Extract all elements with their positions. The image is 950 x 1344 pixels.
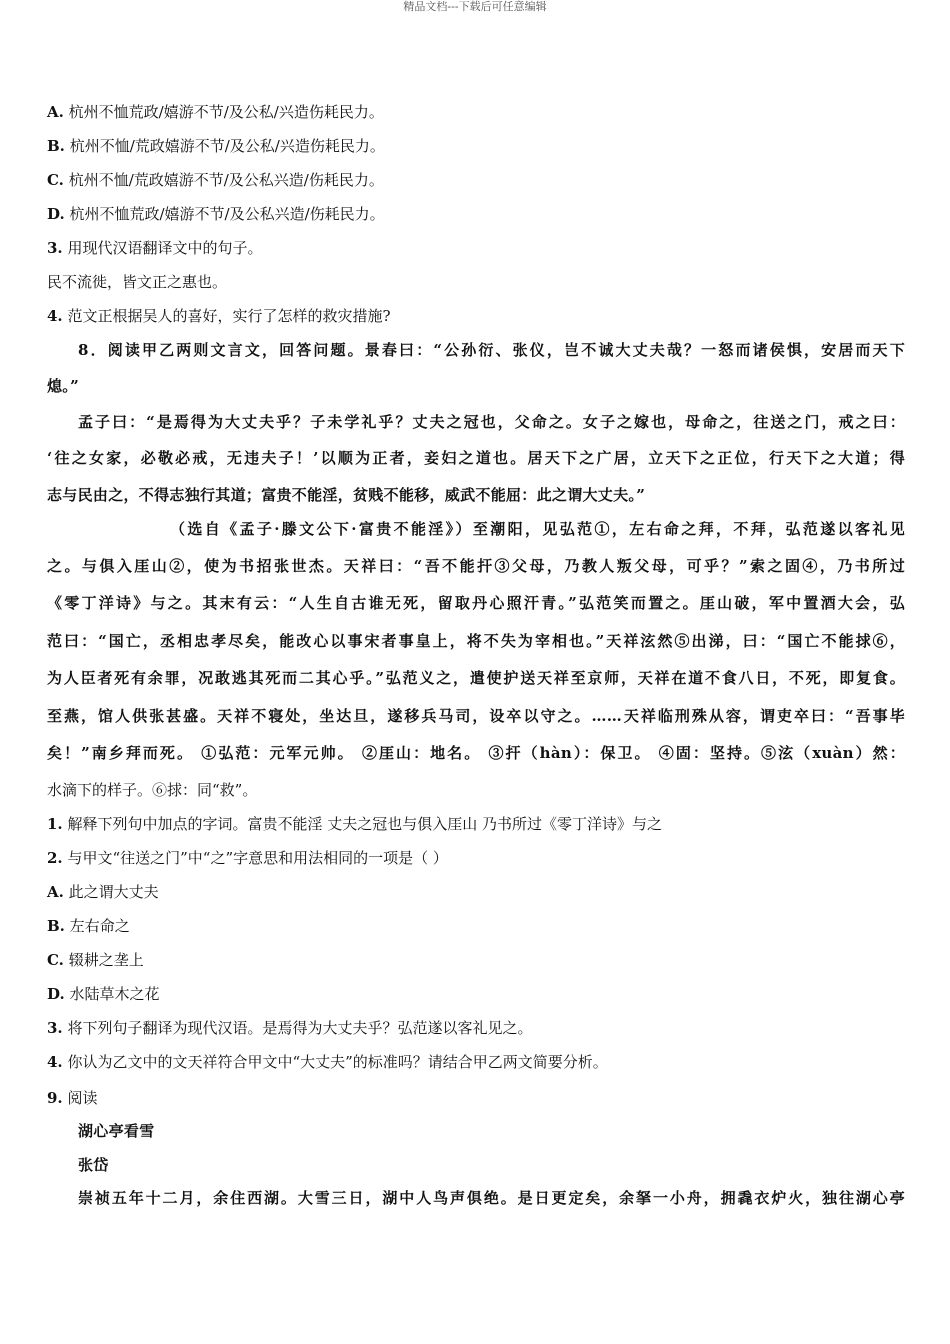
question-text: 用现代汉语翻译文中的句子。 [67,239,263,257]
page-header: 精品文档---下载后可任意编辑 [403,0,547,13]
passage-line: 为人臣者死有余罪，况敢逃其死而二其心乎。”弘范义之，遣使护送天祥至京师，天祥在道不食八日，不死，即复食。 [47,669,905,687]
option-text: 左右命之 [69,917,130,935]
option-letter: B. [47,137,65,155]
passage-line: （选自《孟子·滕文公下·富贵不能淫》）至潮阳，见弘范①，左右命之拜，不拜，弘范遂以客礼见 [170,520,905,538]
option-text: 杭州不恤/荒政嬉游不节/及公私兴造/伤耗民力。 [68,171,384,189]
translate-sentence: 民不流徙，皆文正之惠也。 [47,273,228,291]
question-text: 解释下列句中加点的字词。富贵不能淫 丈夫之冠也与俱入厓山 乃书所过《零丁洋诗》与之 [67,815,662,833]
passage-line: 孟子曰：“是焉得为大丈夫乎？子未学礼乎？丈夫之冠也，父命之。女子之嫁也，母命之，往送之门，戒之曰： [78,413,905,431]
option-text: 杭州不恤/荒政嬉游不节/及公私/兴造伤耗民力。 [69,137,385,155]
option-letter: B. [47,917,65,935]
option-d [47,984,160,1004]
passage-line: 《零丁洋诗》与之。其末有云：“人生自古谁无死，留取丹心照汗青。”弘范笑而置之。厓山破，军中置酒大会，弘 [47,594,905,612]
option-text: 水陆草木之花 [69,985,160,1003]
question-number: 2. [47,849,63,867]
question-3 [47,1018,532,1038]
option-a [47,882,159,902]
option-c [47,170,384,190]
option-b [47,136,385,156]
passage-line: ‘往之女家，必敬必戒，无违夫子！’以顺为正者，妾妇之道也。居天下之广居，立天下之正位，行天下之大道；得 [47,449,905,467]
question-text: 范文正根据吴人的喜好，实行了怎样的救灾措施? [67,307,391,325]
passage-line: 水滴下的样子。⑥捄：同“救”。 [47,781,258,799]
passage-line: 至燕，馆人供张甚盛。天祥不寝处，坐达旦，遂移兵马司，设卒以守之。……天祥临刑殊从容，谓吏卒曰：“吾事毕 [47,707,905,725]
question-4 [47,306,391,326]
question-text: 你认为乙文中的文天祥符合甲文中“大丈夫”的标准吗？请结合甲乙两文简要分析。 [67,1053,608,1071]
question-number: 1. [47,815,63,833]
passage-line: 熄。” [47,377,80,395]
option-text: 杭州不恤荒政/嬉游不节/及公私兴造/伤耗民力。 [69,205,385,223]
question-number: 3. [47,239,63,257]
option-text: 此之谓大丈夫 [68,883,159,901]
question-2 [47,848,448,868]
option-b [47,916,130,936]
option-text: 辍耕之垄上 [68,951,144,969]
passage-line: 崇祯五年十二月，余住西湖。大雪三日，湖中人鸟声俱绝。是日更定矣，余拏一小舟，拥毳衣炉火，独往湖心亭 [78,1189,905,1207]
question-number: 4. [47,1053,63,1071]
passage-line: 志与民由之，不得志独行其道；富贵不能淫，贫贱不能移，威武不能屈：此之谓大丈夫。” [47,486,646,504]
poem-author: 张岱 [78,1156,109,1174]
question-9 [47,1088,97,1108]
question-number: 9. [47,1089,63,1107]
question-1 [47,814,662,834]
question-text: 与甲文“往送之门”中“之”字意思和用法相同的一项是（ ） [67,849,448,867]
question-text: 将下列句子翻译为现代汉语。是焉得为大丈夫乎？弘范遂以客礼见之。 [67,1019,533,1037]
option-letter: D. [47,985,65,1003]
passage-line: 之。与俱入厓山②，使为书招张世杰。天祥曰：“吾不能扞③父母，乃教人叛父母，可乎？”索之固④，乃书所过 [47,557,905,575]
poem-title: 湖心亭看雪 [78,1122,155,1140]
option-d [47,204,385,224]
option-letter: A. [47,883,64,901]
option-letter: C. [47,171,64,189]
question-number: 4. [47,307,63,325]
option-letter: D. [47,205,65,223]
passage-line: 矣！”南乡拜而死。 ①弘范：元军元帅。 ②厓山：地名。 ③扞（hàn）：保卫。 ④固：坚持。⑤泫（xuàn）然： [47,744,905,762]
passage-line: 范曰：“国亡，丞相忠孝尽矣，能改心以事宋者事皇上，将不失为宰相也。”天祥泫然⑤出涕，曰：“国亡不能捄⑥， [47,632,905,650]
question-number: 3. [47,1019,63,1037]
option-letter: C. [47,951,64,969]
option-c [47,950,144,970]
question-4 [47,1052,608,1072]
option-text: 杭州不恤荒政/嬉游不节/及公私/兴造伤耗民力。 [68,103,384,121]
question-3 [47,238,262,258]
option-a [47,102,384,122]
passage-line: 8．阅读甲乙两则文言文，回答问题。景春曰：“公孙衍、张仪，岂不诚大丈夫哉？一怒而诸侯惧，安居而天下 [78,341,905,359]
question-text: 阅读 [67,1089,98,1107]
option-letter: A. [47,103,64,121]
